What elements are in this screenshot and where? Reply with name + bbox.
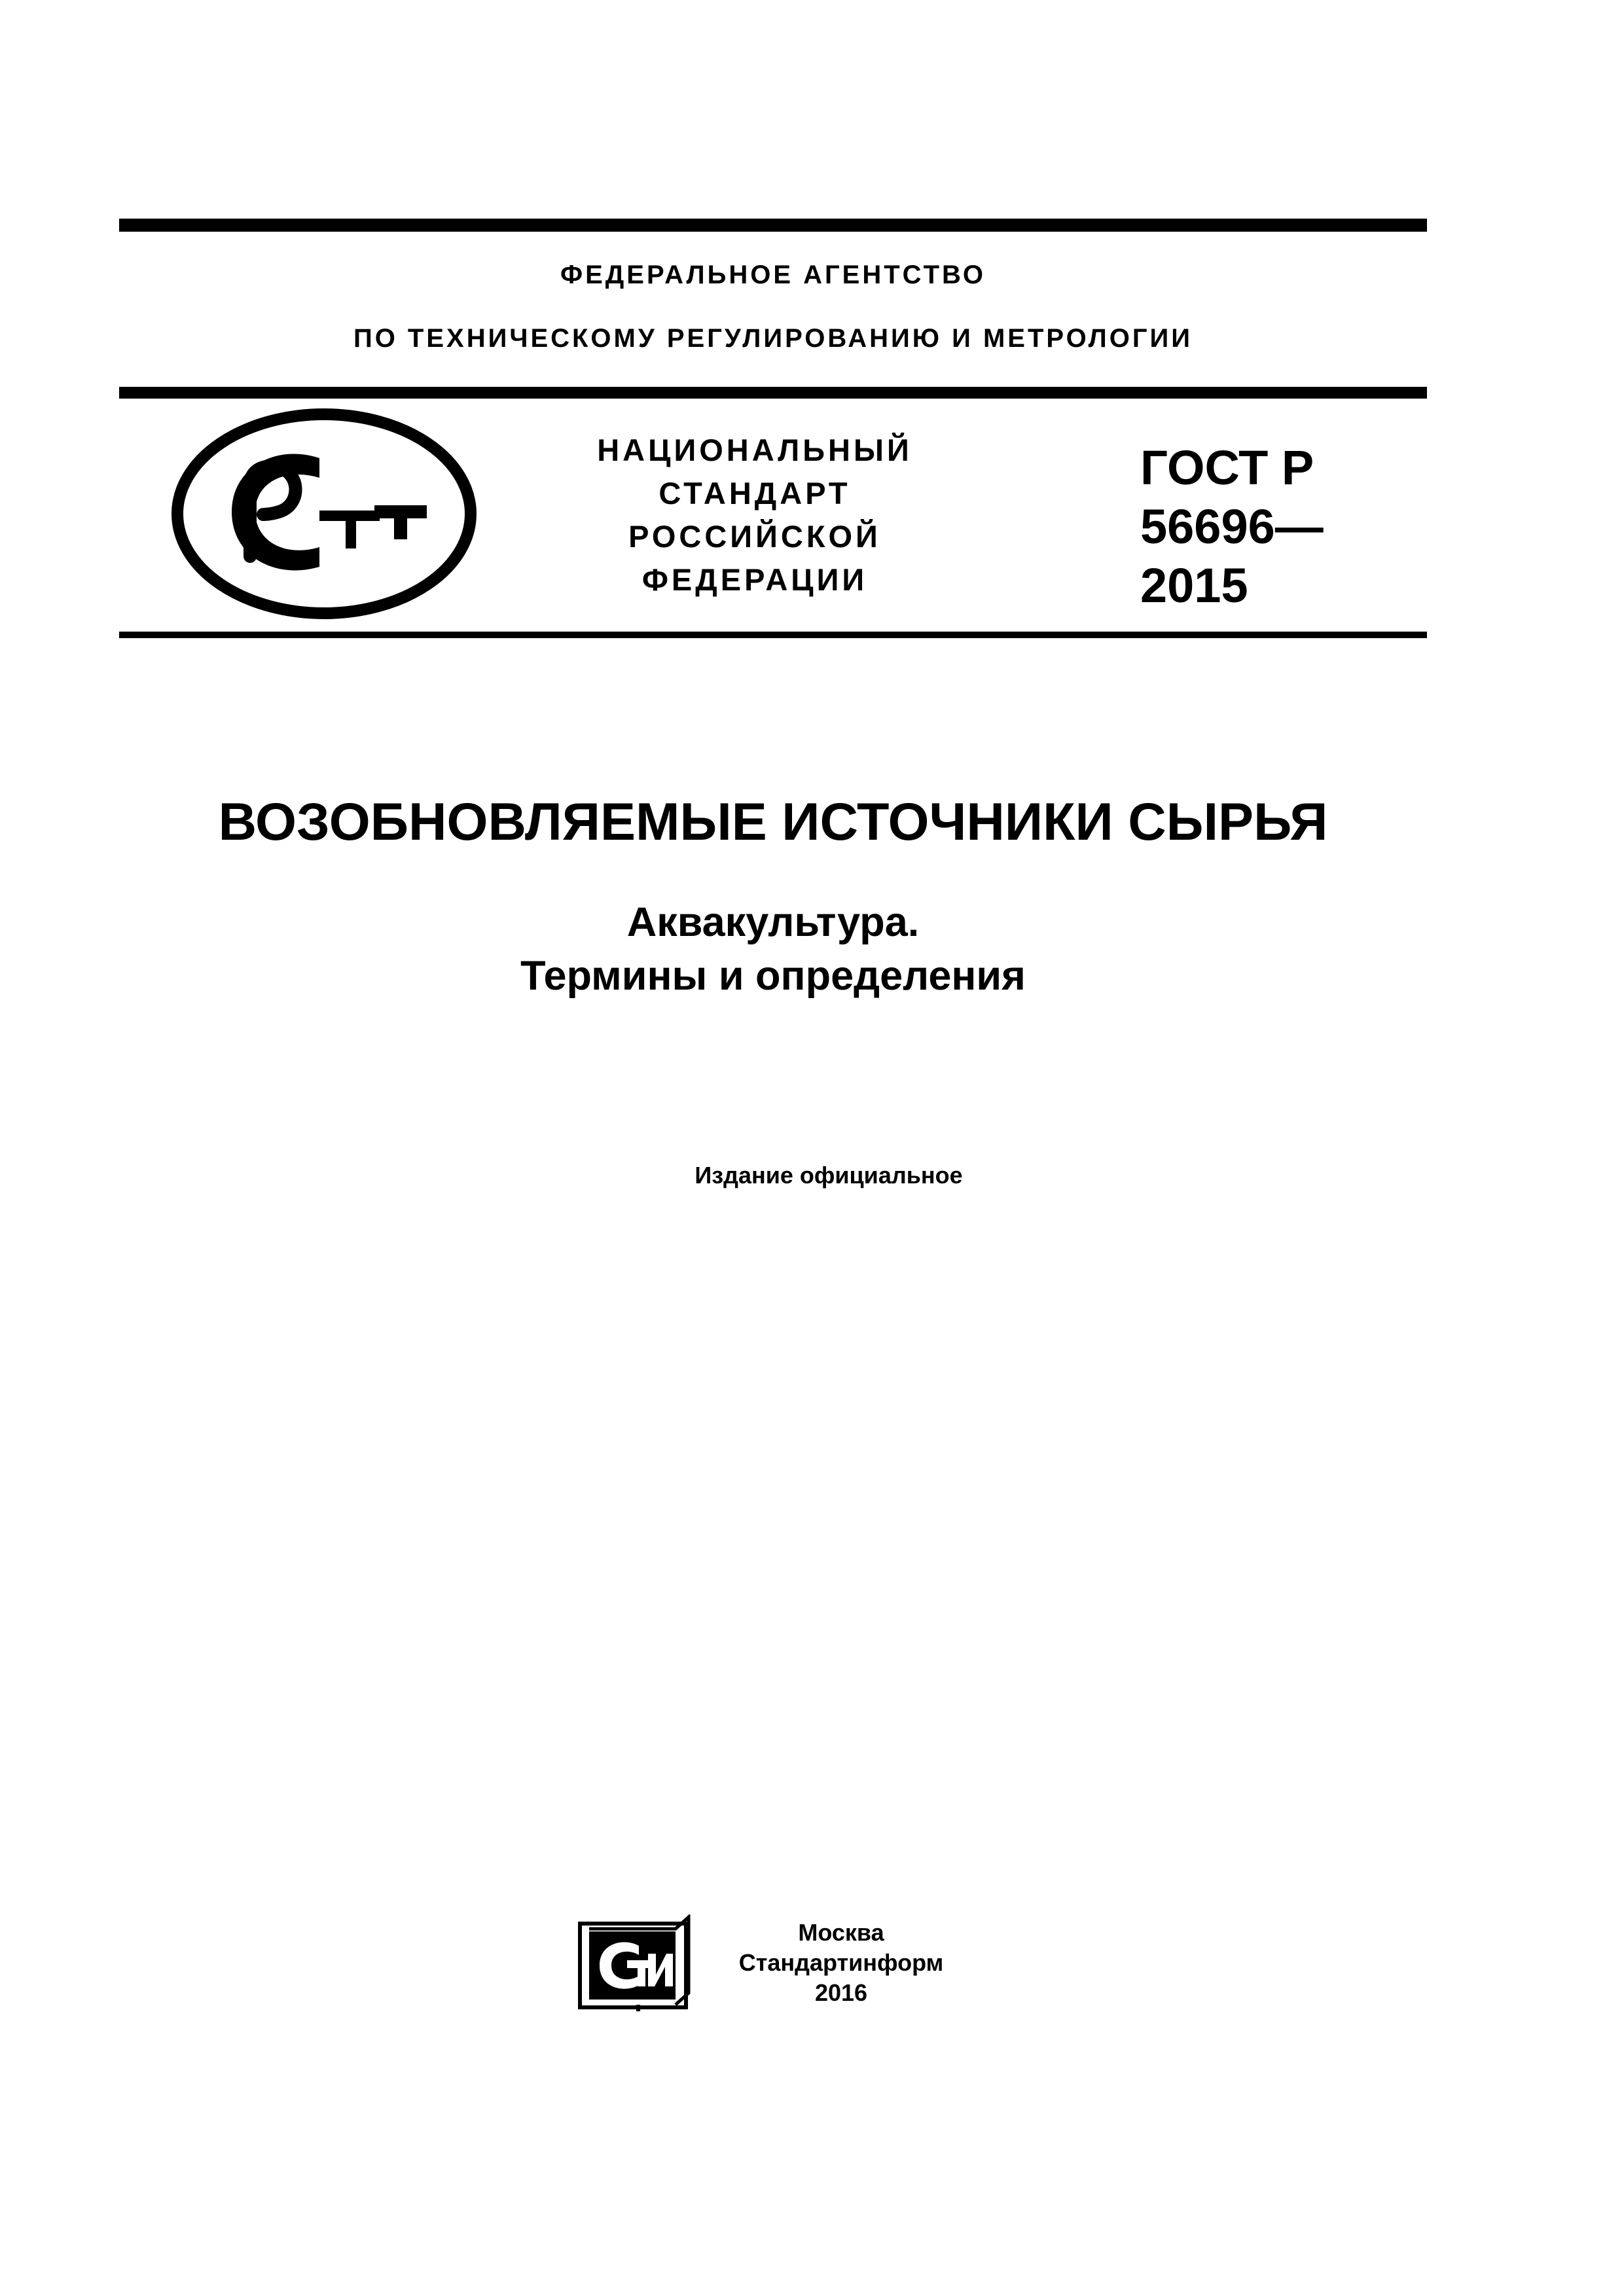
imprint-publisher: Стандартинформ: [738, 1949, 944, 1976]
imprint-year: 2016: [814, 1979, 868, 2006]
national-standard-line: СТАНДАРТ: [659, 476, 851, 511]
standartinform-logo-icon: [576, 1914, 694, 2013]
bottom-rule: [119, 632, 1427, 638]
standard-number: [1140, 439, 1422, 615]
imprint: [710, 1918, 972, 2008]
national-standard-line: ФЕДЕРАЦИИ: [641, 562, 868, 597]
standard-number-year: 2015: [1140, 558, 1248, 613]
document-title: ВОЗОБНОВЛЯЕМЫЕ ИСТОЧНИКИ СЫРЬЯ: [218, 793, 1328, 852]
standard-number-code: 56696—: [1140, 499, 1324, 554]
standard-number-prefix: ГОСТ Р: [1140, 440, 1314, 495]
agency-name-line2: ПО ТЕХНИЧЕСКОМУ РЕГУЛИРОВАНИЮ И МЕТРОЛОГИИ: [353, 324, 1193, 353]
national-standard-line: НАЦИОНАЛЬНЫЙ: [597, 433, 912, 467]
agency-name-line1: ФЕДЕРАЛЬНОЕ АГЕНТСТВО: [560, 260, 986, 289]
national-standard-line: РОССИЙСКОЙ: [628, 519, 881, 554]
gost-rst-logo-icon: [171, 407, 477, 620]
edition-label: Издание официальное: [695, 1162, 963, 1189]
middle-rule: [119, 387, 1427, 399]
subtitle-line2: Термины и определения: [520, 953, 1026, 999]
imprint-city: Москва: [798, 1919, 884, 1946]
top-rule: [119, 219, 1427, 232]
national-standard-label: [549, 429, 961, 601]
subtitle-line1: Аквакультура.: [626, 899, 920, 945]
document-subtitle: [119, 895, 1427, 1003]
